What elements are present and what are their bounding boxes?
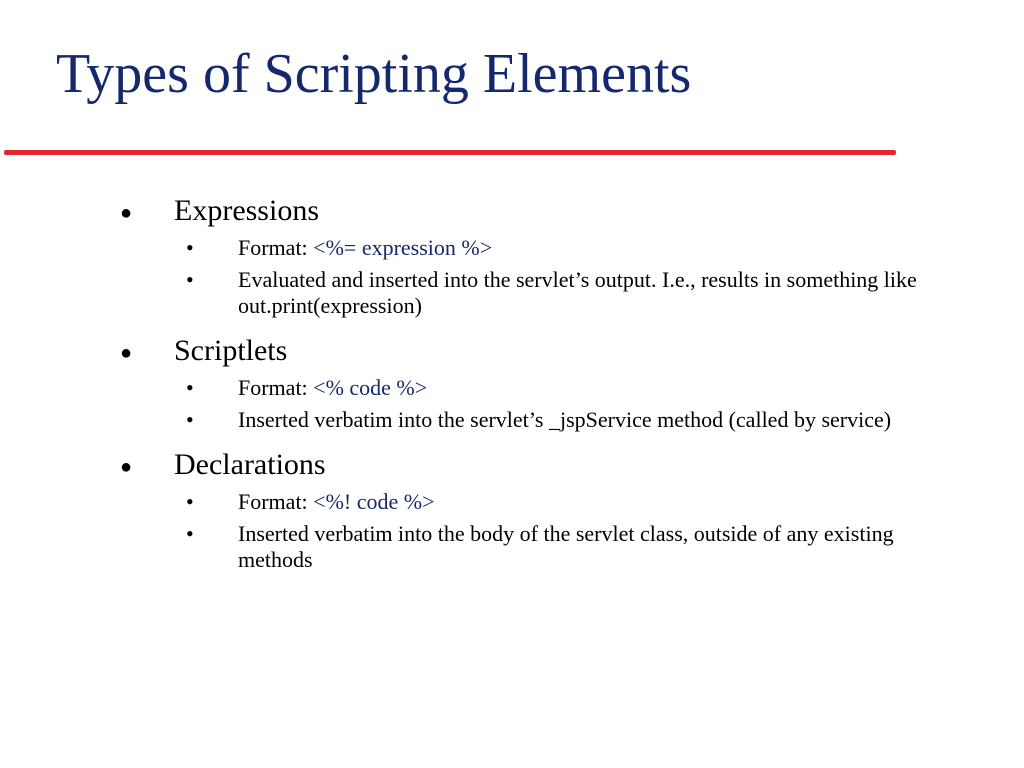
bullet-dot-icon: ● <box>120 456 133 478</box>
section-heading: Expressions <box>174 194 319 227</box>
section-expressions-items <box>120 235 980 319</box>
section-scriptlets-items <box>120 375 980 433</box>
section-declarations-items <box>120 489 980 573</box>
bullet-icon: • <box>186 235 194 260</box>
format-label: Format: <box>238 375 314 400</box>
section-expressions <box>120 193 980 229</box>
code-syntax: <%= expression %> <box>313 235 493 260</box>
list-item <box>120 235 980 261</box>
list-item <box>120 407 980 433</box>
section-scriptlets <box>120 333 980 369</box>
list-item-text: Inserted verbatim into the body of the servlet class, outside of any existing methods <box>238 521 894 572</box>
list-item-text: Evaluated and inserted into the servlet’s output. I.e., results in something like out.print(expression) <box>238 267 917 318</box>
list-item <box>120 375 980 401</box>
slide-title: Types of Scripting Elements <box>56 43 692 105</box>
bullet-icon: • <box>186 407 194 432</box>
bullet-icon: • <box>186 521 194 546</box>
code-syntax: <%! code %> <box>313 489 435 514</box>
format-label: Format: <box>238 489 314 514</box>
title-underline-rule <box>4 150 896 155</box>
bullet-dot-icon: ● <box>120 202 133 224</box>
bullet-icon: • <box>186 267 194 292</box>
list-item-text: Inserted verbatim into the servlet’s _jspService method (called by service) <box>238 407 892 432</box>
bullet-icon: • <box>186 489 194 514</box>
list-item-text <box>238 375 928 401</box>
bullet-icon: • <box>186 375 194 400</box>
list-item-text <box>238 235 928 261</box>
section-declarations <box>120 447 980 483</box>
code-syntax: <% code %> <box>313 375 428 400</box>
format-label: Format: <box>238 235 314 260</box>
list-item <box>120 521 980 573</box>
bullet-dot-icon: ● <box>120 342 133 364</box>
list-item-text <box>238 489 928 515</box>
section-heading: Scriptlets <box>174 334 288 367</box>
bullet-list <box>120 193 980 573</box>
section-heading: Declarations <box>174 448 326 481</box>
list-item <box>120 489 980 515</box>
list-item <box>120 267 980 319</box>
